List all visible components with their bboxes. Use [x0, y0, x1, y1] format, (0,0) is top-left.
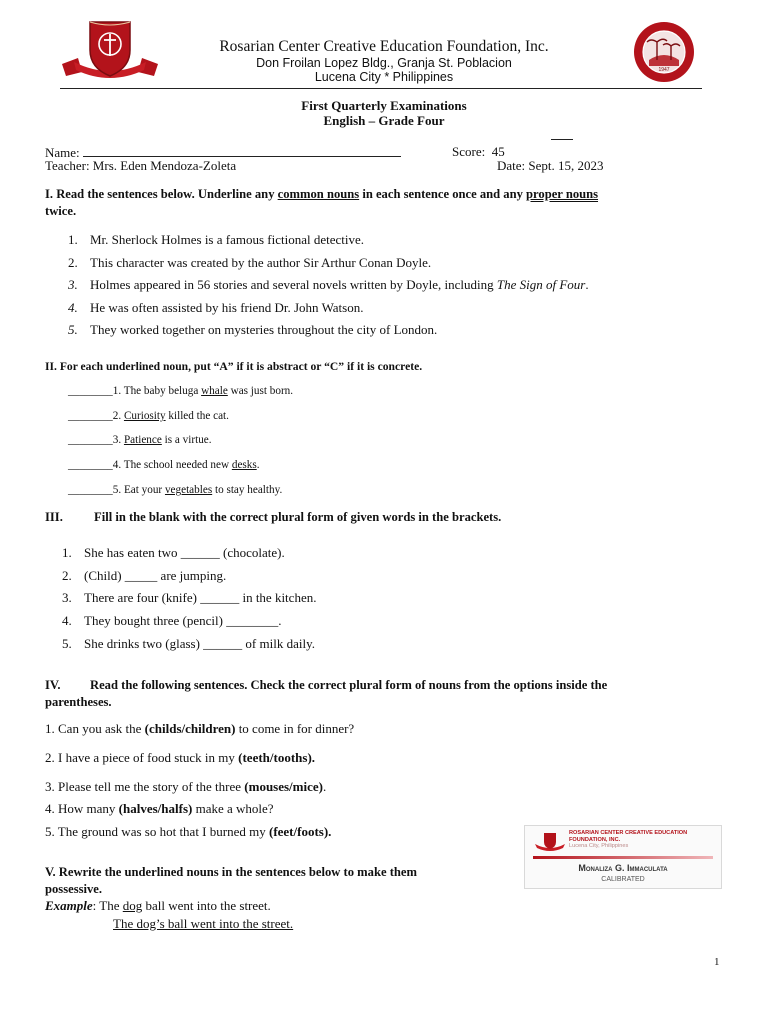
- sec4-item-3: 3. Please tell me the story of the three (mouses/mice).: [45, 779, 327, 794]
- stamp-divider: [533, 856, 713, 859]
- sec1-item-4: 4. He was often assisted by his friend Dr. John Watson.: [68, 300, 364, 315]
- seal-year: 1947: [658, 67, 670, 73]
- section-4-instructions-2: parentheses.: [45, 695, 112, 709]
- section-5-instructions-2: possessive.: [45, 882, 103, 896]
- sec1-head-a: I. Read the sentences below. Underline any: [45, 187, 278, 201]
- header-divider: [60, 88, 702, 89]
- section-1-instructions: [45, 186, 725, 220]
- sec4-item-4: 4. How many (halves/halfs) make a whole?: [45, 801, 274, 816]
- page-number: 1: [714, 956, 720, 968]
- score-label: Score:: [452, 144, 486, 159]
- sec3-item-3: 3. There are four (knife) ______ in the kitchen.: [62, 590, 317, 605]
- section-3-num: III.: [45, 510, 63, 524]
- name-blank: [83, 144, 401, 157]
- sec3-item-5: 5. She drinks two (glass) ______ of milk daily.: [62, 636, 315, 651]
- sec2-item-5: ________5. Eat your vegetables to stay healthy.: [68, 484, 283, 496]
- score-value: 45: [491, 144, 505, 159]
- stamp-org-2: FOUNDATION, INC.: [569, 836, 621, 843]
- sec5-example: Example: The dog ball went into the street.: [45, 898, 271, 913]
- sec1-proper-nouns: proper nouns: [526, 187, 599, 201]
- calibration-stamp: [524, 825, 722, 889]
- sec1-head-e: twice.: [45, 204, 77, 218]
- stamp-signer: Monaliza G. Immaculata: [578, 863, 668, 873]
- sec2-item-4: ________4. The school needed new desks.: [68, 459, 260, 471]
- sec1-item-2: 2. This character was created by the author Sir Arthur Conan Doyle.: [68, 255, 432, 270]
- sec4-item-5: 5. The ground was so hot that I burned my (feet/foots).: [45, 824, 332, 839]
- name-label: Name:: [45, 145, 80, 160]
- exam-title: First Quarterly Examinations: [301, 98, 467, 113]
- sec1-head-c: in each sentence once and any: [359, 187, 527, 201]
- sec3-item-4: 4. They bought three (pencil) ________.: [62, 613, 282, 628]
- sec1-item-1: 1. Mr. Sherlock Holmes is a famous fictional detective.: [68, 232, 365, 247]
- section-3-instructions: Fill in the blank with the correct plural form of given words in the brackets.: [94, 510, 502, 524]
- section-5-instructions-1: V. Rewrite the underlined nouns in the sentences below to make them: [45, 865, 417, 879]
- section-4-num: IV.: [45, 678, 61, 692]
- sec4-item-2: 2. I have a piece of food stuck in my (teeth/tooths).: [45, 750, 316, 765]
- stamp-org-3: Lucena City, Philippines: [569, 843, 629, 849]
- sec4-item-1: 1. Can you ask the (childs/children) to come in for dinner?: [45, 721, 355, 736]
- sec2-item-1: ________1. The baby beluga whale was just born.: [68, 385, 294, 397]
- score-total-line: [551, 139, 573, 140]
- sec2-item-2: ________2. Curiosity killed the cat.: [68, 410, 229, 422]
- sec1-item-5: 5. They worked together on mysteries throughout the city of London.: [68, 322, 438, 337]
- sec2-item-3: ________3. Patience is a virtue.: [68, 434, 212, 446]
- teacher-name: Teacher: Mrs. Eden Mendoza-Zoleta: [45, 158, 237, 173]
- sec3-item-1: 1. She has eaten two ______ (chocolate).: [62, 545, 285, 560]
- sec3-item-2: 2. (Child) _____ are jumping.: [62, 568, 227, 583]
- sec1-common-nouns: common nouns: [277, 187, 360, 201]
- section-2-instructions: II. For each underlined noun, put “A” if it is abstract or “C” if it is concrete.: [45, 360, 423, 373]
- exam-subtitle: English – Grade Four: [323, 113, 445, 128]
- sec1-item-3: 3. Holmes appeared in 56 stories and several novels written by Doyle, including The Sign of Four.: [68, 277, 589, 292]
- org-name: Rosarian Center Creative Education Foundation, Inc.: [219, 38, 549, 55]
- org-address-1: Don Froilan Lopez Bldg., Granja St. Poblacion: [256, 56, 512, 70]
- org-address-2: Lucena City * Philippines: [314, 70, 454, 84]
- stamp-logo-icon: [533, 832, 567, 852]
- exam-date: Date: Sept. 15, 2023: [497, 158, 604, 173]
- stamp-status: CALIBRATED: [601, 876, 645, 883]
- section-4-instructions-1: Read the following sentences. Check the correct plural form of nouns from the options inside the: [90, 678, 608, 692]
- sec5-example-answer: The dog’s ball went into the street.: [113, 916, 294, 931]
- stamp-org-1: ROSARIAN CENTER CREATIVE EDUCATION: [569, 830, 688, 836]
